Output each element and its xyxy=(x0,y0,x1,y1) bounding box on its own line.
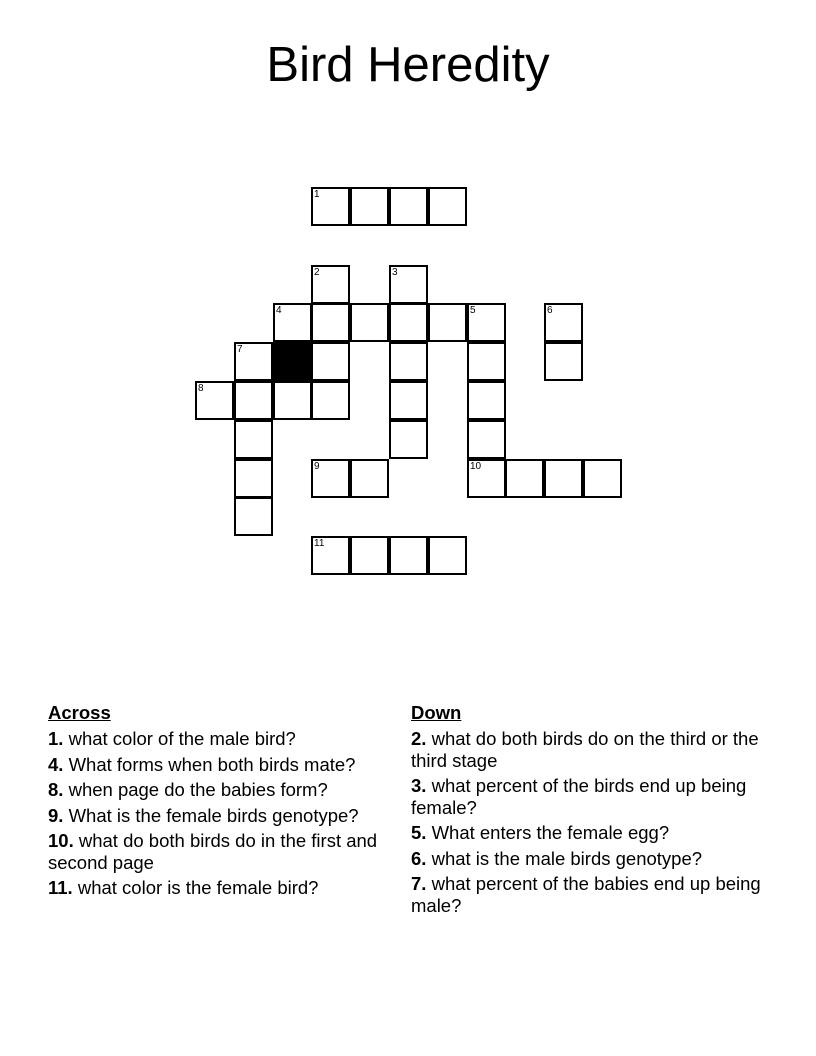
clue-number: 9 xyxy=(314,461,320,472)
grid-cell[interactable] xyxy=(389,303,428,342)
grid-cell[interactable] xyxy=(467,381,506,420)
grid-cell[interactable] xyxy=(311,265,350,304)
grid-cell[interactable] xyxy=(311,342,350,381)
grid-cell[interactable] xyxy=(544,342,583,381)
clue-number: 1 xyxy=(314,189,320,200)
clue-number: 11 xyxy=(314,538,325,549)
clue-down-6: 6. what is the male birds genotype? xyxy=(411,847,703,869)
clue-across-4: 4. What forms when both birds mate? xyxy=(48,753,356,775)
grid-cell[interactable] xyxy=(467,342,506,381)
grid-cell[interactable] xyxy=(467,303,506,342)
clue-down-3: 3. what percent of the birds end up being female? xyxy=(411,775,747,818)
across-heading: Across xyxy=(48,702,111,723)
grid-cell[interactable] xyxy=(234,342,273,381)
grid-cell[interactable] xyxy=(544,459,583,498)
grid-cell[interactable] xyxy=(311,459,350,498)
grid-cell[interactable] xyxy=(389,381,428,420)
across-clues xyxy=(48,702,398,903)
clue-across-10: 10. what do both birds do in the first and second page xyxy=(48,830,378,873)
clue-across-9: 9. What is the female birds genotype? xyxy=(48,804,359,826)
grid-cell[interactable] xyxy=(311,187,350,226)
grid-cell[interactable] xyxy=(350,303,389,342)
grid-cell[interactable] xyxy=(195,381,234,420)
grid-cell[interactable] xyxy=(350,187,389,226)
page-title: Bird Heredity xyxy=(266,38,550,92)
clue-down-2: 2. what do both birds do on the third or the third stage xyxy=(411,728,759,771)
grid-cell[interactable] xyxy=(467,459,506,498)
grid-cell[interactable] xyxy=(428,187,467,226)
grid-cell[interactable] xyxy=(350,536,389,575)
clue-number: 5 xyxy=(470,305,476,316)
grid-cell[interactable] xyxy=(389,187,428,226)
clue-number: 6 xyxy=(547,305,553,316)
black-cell xyxy=(273,342,312,381)
grid-cell[interactable] xyxy=(234,381,273,420)
clue-down-7: 7. what percent of the babies end up being male? xyxy=(411,873,761,916)
grid-cell[interactable] xyxy=(583,459,622,498)
clue-number: 4 xyxy=(276,305,282,316)
clue-across-1: 1. what color of the male bird? xyxy=(48,728,296,749)
clue-number: 10 xyxy=(470,461,482,472)
grid-cell[interactable] xyxy=(389,342,428,381)
grid-cell[interactable] xyxy=(544,303,583,342)
grid-cell[interactable] xyxy=(467,420,506,459)
down-heading: Down xyxy=(411,702,462,723)
grid-cell[interactable] xyxy=(389,265,428,304)
clue-number: 3 xyxy=(392,267,398,278)
clue-down-5: 5. What enters the female egg? xyxy=(411,822,670,843)
grid-cell[interactable] xyxy=(505,459,544,498)
grid-cell[interactable] xyxy=(389,420,428,459)
grid-cell[interactable] xyxy=(350,459,389,498)
grid-cell[interactable] xyxy=(234,497,273,536)
grid-cell[interactable] xyxy=(273,381,312,420)
clue-number: 8 xyxy=(198,383,204,394)
grid-cell[interactable] xyxy=(389,536,428,575)
grid-cell[interactable] xyxy=(428,536,467,575)
grid-cell[interactable] xyxy=(311,536,350,575)
clue-across-11: 11. what color is the female bird? xyxy=(48,877,319,898)
clue-across-8: 8. when page do the babies form? xyxy=(48,779,328,800)
grid-cell[interactable] xyxy=(234,420,273,459)
grid-cell[interactable] xyxy=(273,303,312,342)
grid-cell[interactable] xyxy=(311,303,350,342)
clue-number: 2 xyxy=(314,267,320,278)
down-clues xyxy=(411,702,761,920)
grid-cell[interactable] xyxy=(428,303,467,342)
grid-cell[interactable] xyxy=(311,381,350,420)
grid-cell[interactable] xyxy=(234,459,273,498)
clue-number: 7 xyxy=(237,344,243,355)
